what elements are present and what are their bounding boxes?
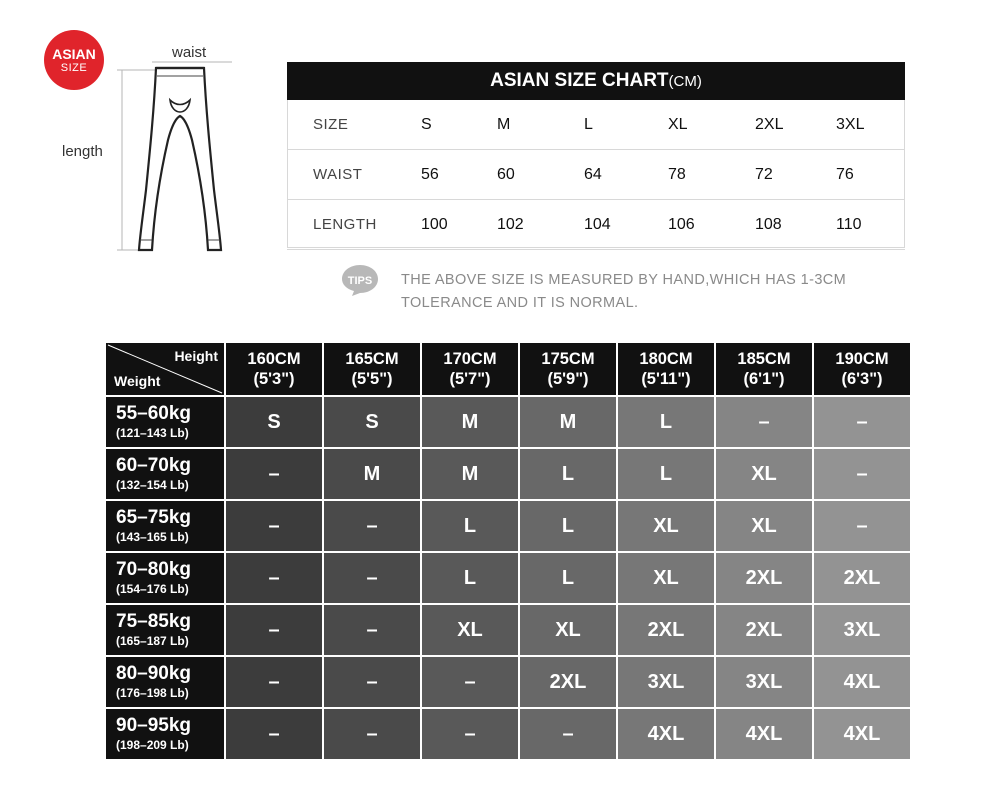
asian-chart-cell: 78 — [668, 166, 686, 183]
size-cell: – — [226, 657, 322, 707]
size-cell: – — [324, 501, 420, 551]
tips-note — [401, 269, 846, 315]
size-cell: L — [618, 397, 714, 447]
size-cell: – — [226, 709, 322, 759]
size-cell: – — [520, 709, 616, 759]
size-cell: 3XL — [618, 657, 714, 707]
asian-chart-cell: 100 — [421, 216, 448, 233]
asian-chart-cell: M — [497, 116, 511, 133]
height-ft: (5'7") — [449, 370, 491, 388]
asian-chart-rows — [287, 100, 905, 250]
asian-row-label: SIZE — [313, 116, 349, 133]
asian-chart-cell: 72 — [755, 166, 773, 183]
corner-weight-label: Weight — [114, 373, 161, 389]
size-cell: – — [226, 553, 322, 603]
size-cell: – — [422, 657, 518, 707]
size-cell: L — [422, 553, 518, 603]
size-cell: XL — [520, 605, 616, 655]
size-cell: M — [422, 397, 518, 447]
weight-lb: (176–198 Lb) — [116, 686, 189, 700]
asian-row-label: LENGTH — [313, 216, 377, 233]
weight-row-header — [106, 501, 224, 551]
size-cell: – — [814, 449, 910, 499]
asian-chart-cell: 56 — [421, 166, 439, 183]
height-cm: 165CM — [345, 350, 399, 368]
weight-kg: 65–75kg — [116, 507, 192, 528]
height-ft: (5'5") — [351, 370, 393, 388]
badge-line1: ASIAN — [52, 45, 96, 62]
size-cell: L — [422, 501, 518, 551]
size-cell: – — [226, 501, 322, 551]
corner-height-label: Height — [174, 348, 218, 364]
asian-chart-row — [287, 100, 905, 150]
size-cell: – — [226, 605, 322, 655]
pants-diagram — [0, 0, 260, 270]
badge-line2: SIZE — [60, 61, 88, 74]
size-cell: XL — [716, 449, 812, 499]
weight-lb: (121–143 Lb) — [116, 426, 189, 440]
size-cell: 3XL — [716, 657, 812, 707]
height-cm: 175CM — [541, 350, 595, 368]
size-cell: M — [520, 397, 616, 447]
asian-chart-title — [287, 62, 905, 100]
weight-lb: (198–209 Lb) — [116, 738, 189, 752]
height-column-header — [520, 343, 616, 395]
size-cell: S — [324, 397, 420, 447]
size-cell: – — [422, 709, 518, 759]
size-cell: 2XL — [716, 553, 812, 603]
height-cm: 190CM — [835, 350, 889, 368]
size-cell: – — [716, 397, 812, 447]
size-cell: L — [520, 553, 616, 603]
height-ft: (5'3") — [253, 370, 295, 388]
asian-chart-title-unit: (CM) — [668, 72, 702, 90]
height-column-header — [422, 343, 518, 395]
size-cell: XL — [422, 605, 518, 655]
height-ft: (6'3") — [841, 370, 883, 388]
length-label: length — [62, 143, 103, 160]
height-column-header — [324, 343, 420, 395]
asian-chart-cell: 2XL — [755, 116, 784, 133]
size-cell: XL — [618, 553, 714, 603]
weight-kg: 80–90kg — [116, 663, 192, 684]
asian-chart-cell: 60 — [497, 166, 515, 183]
weight-kg: 55–60kg — [116, 403, 192, 424]
asian-chart-cell: XL — [668, 116, 688, 133]
asian-chart-cell: L — [584, 116, 593, 133]
size-cell: 2XL — [618, 605, 714, 655]
size-cell: 4XL — [618, 709, 714, 759]
height-cm: 160CM — [247, 350, 301, 368]
tips-line2: TOLERANCE AND IT IS NORMAL. — [401, 295, 639, 311]
size-cell: 2XL — [716, 605, 812, 655]
size-cell: – — [324, 605, 420, 655]
weight-kg: 60–70kg — [116, 455, 192, 476]
height-column-header — [618, 343, 714, 395]
size-cell: M — [422, 449, 518, 499]
weight-row-header — [106, 657, 224, 707]
asian-chart-cell: 64 — [584, 166, 602, 183]
pants-illustration — [0, 0, 260, 270]
weight-row-header — [106, 397, 224, 447]
height-ft: (5'11") — [641, 370, 691, 388]
asian-row-label: WAIST — [313, 166, 363, 183]
tips-bubble-icon — [340, 263, 380, 297]
fit-chart-corner — [106, 343, 224, 395]
size-cell: – — [814, 397, 910, 447]
height-cm: 170CM — [443, 350, 497, 368]
height-ft: (5'9") — [547, 370, 589, 388]
size-cell: – — [226, 449, 322, 499]
waist-label: waist — [172, 44, 207, 61]
weight-row-header — [106, 709, 224, 759]
size-cell: L — [618, 449, 714, 499]
size-cell: 2XL — [814, 553, 910, 603]
asian-chart-row — [287, 150, 905, 200]
weight-row-header — [106, 449, 224, 499]
asian-chart-cell: 76 — [836, 166, 854, 183]
size-cell: XL — [618, 501, 714, 551]
size-cell: 4XL — [814, 657, 910, 707]
height-column-header — [716, 343, 812, 395]
tips-line1: THE ABOVE SIZE IS MEASURED BY HAND,WHICH HAS 1-3CM — [401, 272, 847, 288]
size-cell: 4XL — [716, 709, 812, 759]
weight-lb: (154–176 Lb) — [116, 582, 189, 596]
weight-kg: 70–80kg — [116, 559, 192, 580]
height-weight-size-chart — [106, 343, 894, 769]
weight-row-header — [106, 553, 224, 603]
weight-row-header — [106, 605, 224, 655]
size-cell: – — [324, 709, 420, 759]
asian-chart-cell: 106 — [668, 216, 695, 233]
asian-chart-title-text: ASIAN SIZE CHART — [490, 70, 669, 91]
asian-chart-cell: 102 — [497, 216, 524, 233]
asian-chart-cell: 108 — [755, 216, 782, 233]
height-ft: (6'1") — [743, 370, 785, 388]
size-cell: 2XL — [520, 657, 616, 707]
size-cell: S — [226, 397, 322, 447]
size-cell: L — [520, 449, 616, 499]
size-cell: M — [324, 449, 420, 499]
height-column-header — [226, 343, 322, 395]
asian-chart-cell: 110 — [836, 216, 862, 233]
height-column-header — [814, 343, 910, 395]
asian-chart-row — [287, 200, 905, 250]
asian-chart-cell: 104 — [584, 216, 611, 233]
size-cell: – — [814, 501, 910, 551]
asian-chart-cell: 3XL — [836, 116, 865, 133]
weight-lb: (165–187 Lb) — [116, 634, 189, 648]
height-cm: 185CM — [737, 350, 791, 368]
weight-kg: 90–95kg — [116, 715, 192, 736]
size-cell: – — [324, 657, 420, 707]
asian-chart-cell: S — [421, 116, 432, 133]
size-cell: 3XL — [814, 605, 910, 655]
size-cell: L — [520, 501, 616, 551]
asian-size-chart — [287, 62, 905, 250]
size-cell: XL — [716, 501, 812, 551]
size-cell: 4XL — [814, 709, 910, 759]
size-cell: – — [324, 553, 420, 603]
height-cm: 180CM — [639, 350, 693, 368]
tips-icon-label: TIPS — [347, 275, 373, 287]
weight-lb: (132–154 Lb) — [116, 478, 189, 492]
weight-lb: (143–165 Lb) — [116, 530, 189, 544]
weight-kg: 75–85kg — [116, 611, 192, 632]
